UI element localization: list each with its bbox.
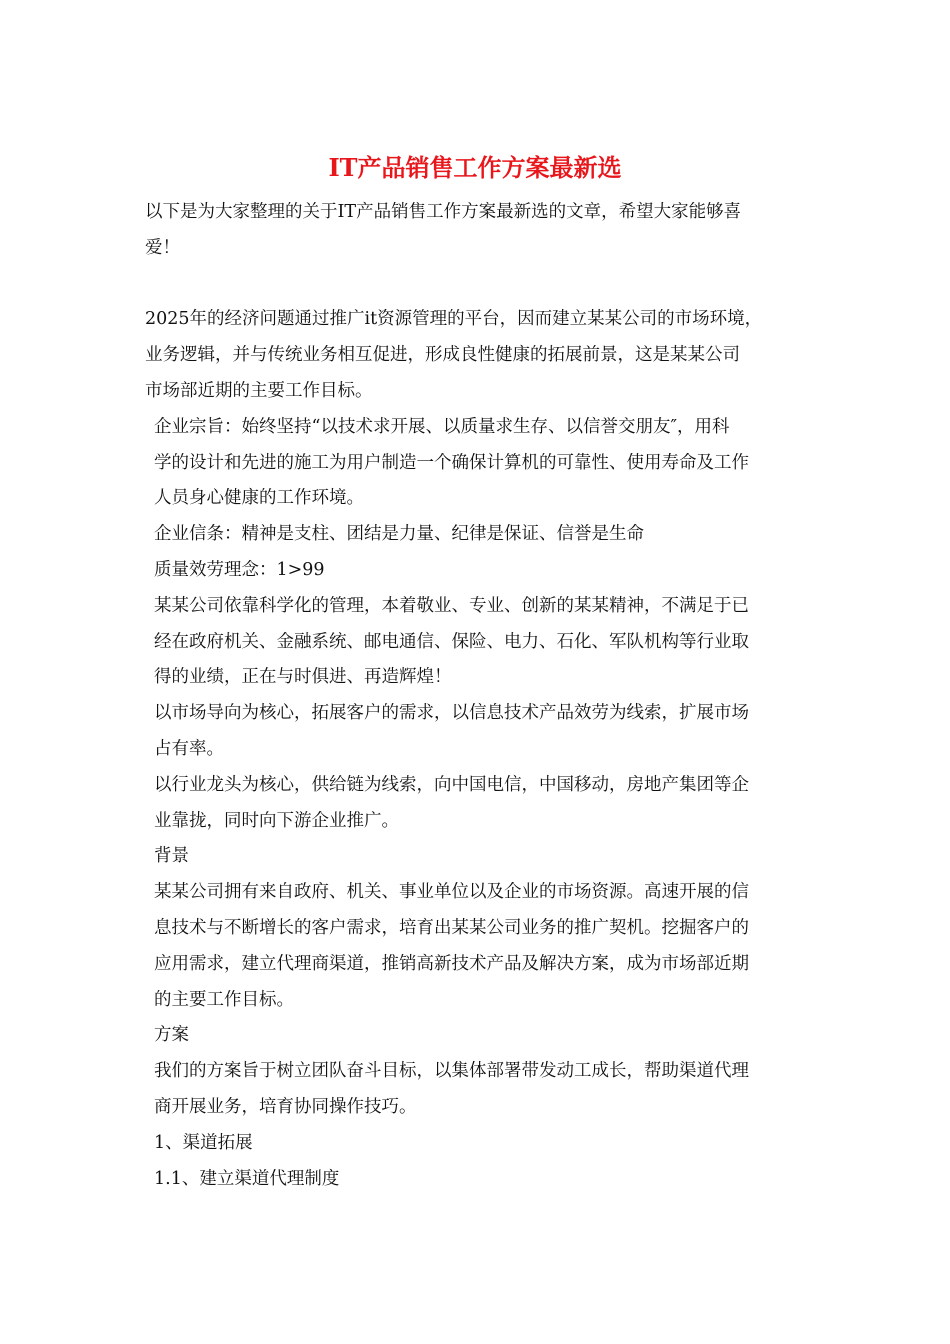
paragraph: [145, 410, 825, 517]
paragraph: [145, 1126, 825, 1162]
text-line: 占有率。: [154, 738, 224, 759]
text-line: 市场部近期的主要工作目标。: [145, 380, 373, 401]
paragraph: [145, 267, 825, 303]
paragraph: [145, 195, 825, 267]
text-line: 得的业绩，正在与时俱进、再造辉煌！: [154, 667, 452, 688]
text-line: 学的设计和先进的施工为用户制造一个确保计算机的可靠性、使用寿命及工作: [154, 452, 749, 473]
paragraph: [145, 768, 825, 840]
text-line: 以市场导向为核心，拓展客户的需求，以信息技术产品效劳为线索，扩展市场: [154, 703, 749, 724]
text-line: 企业宗旨：始终坚持“以技术求开展、以质量求生存、以信誉交朋友″，用科: [154, 416, 730, 437]
text-line: 企业信条：精神是支柱、团结是力量、纪律是保证、信誉是生命: [154, 524, 644, 545]
paragraph: [145, 696, 825, 768]
text-line: 2025年的经济问题通过推广it资源管理的平台，因而建立某某公司的市场环境，: [145, 309, 763, 330]
paragraph: [145, 875, 825, 1018]
text-line: 质量效劳理念：1>99: [154, 559, 325, 580]
text-line: 某某公司拥有来自政府、机关、事业单位以及企业的市场资源。高速开展的信: [154, 882, 749, 903]
text-line: 应用需求，建立代理商渠道，推销高新技术产品及解决方案，成为市场部近期: [154, 953, 749, 974]
document-title: IT产品销售工作方案最新选: [328, 153, 622, 182]
paragraph: [145, 553, 825, 589]
paragraph: [145, 517, 825, 553]
text-line: 某某公司依靠科学化的管理，本着敬业、专业、创新的某某精神，不满足于已: [154, 595, 749, 616]
text-line: 方案: [154, 1025, 189, 1046]
text-line: 业务逻辑，并与传统业务相互促进，形成良性健康的拓展前景，这是某某公司: [145, 345, 740, 366]
text-line: 的主要工作目标。: [154, 989, 294, 1010]
paragraph: [145, 1054, 825, 1126]
text-line: 商开展业务，培育协同操作技巧。: [154, 1096, 417, 1117]
paragraph: [145, 589, 825, 696]
text-line: 1.1、建立渠道代理制度: [154, 1168, 340, 1189]
text-line: 1、渠道拓展: [154, 1132, 253, 1153]
paragraph: [145, 1018, 825, 1054]
text-line: 爱！: [145, 237, 180, 258]
text-line: 业靠拢，同时向下游企业推广。: [154, 810, 399, 831]
text-line: 我们的方案旨于树立团队奋斗目标，以集体部署带发动工成长，帮助渠道代理: [154, 1061, 749, 1082]
text-line: 背景: [154, 846, 189, 867]
paragraph: [145, 839, 825, 875]
text-line: 以下是为大家整理的关于IT产品销售工作方案最新选的文章，希望大家能够喜: [145, 202, 742, 222]
document-body: [145, 195, 825, 1197]
text-line: 息技术与不断增长的客户需求，培育出某某公司业务的推广契机。挖掘客户的: [154, 917, 749, 938]
text-line: 经在政府机关、金融系统、邮电通信、保险、电力、石化、军队机构等行业取: [154, 631, 749, 652]
text-line: [145, 267, 825, 303]
text-line: 人员身心健康的工作环境。: [154, 488, 364, 509]
text-line: 以行业龙头为核心，供给链为线索，向中国电信，中国移动，房地产集团等企: [154, 774, 749, 795]
paragraph: [145, 302, 825, 409]
paragraph: [145, 1162, 825, 1198]
